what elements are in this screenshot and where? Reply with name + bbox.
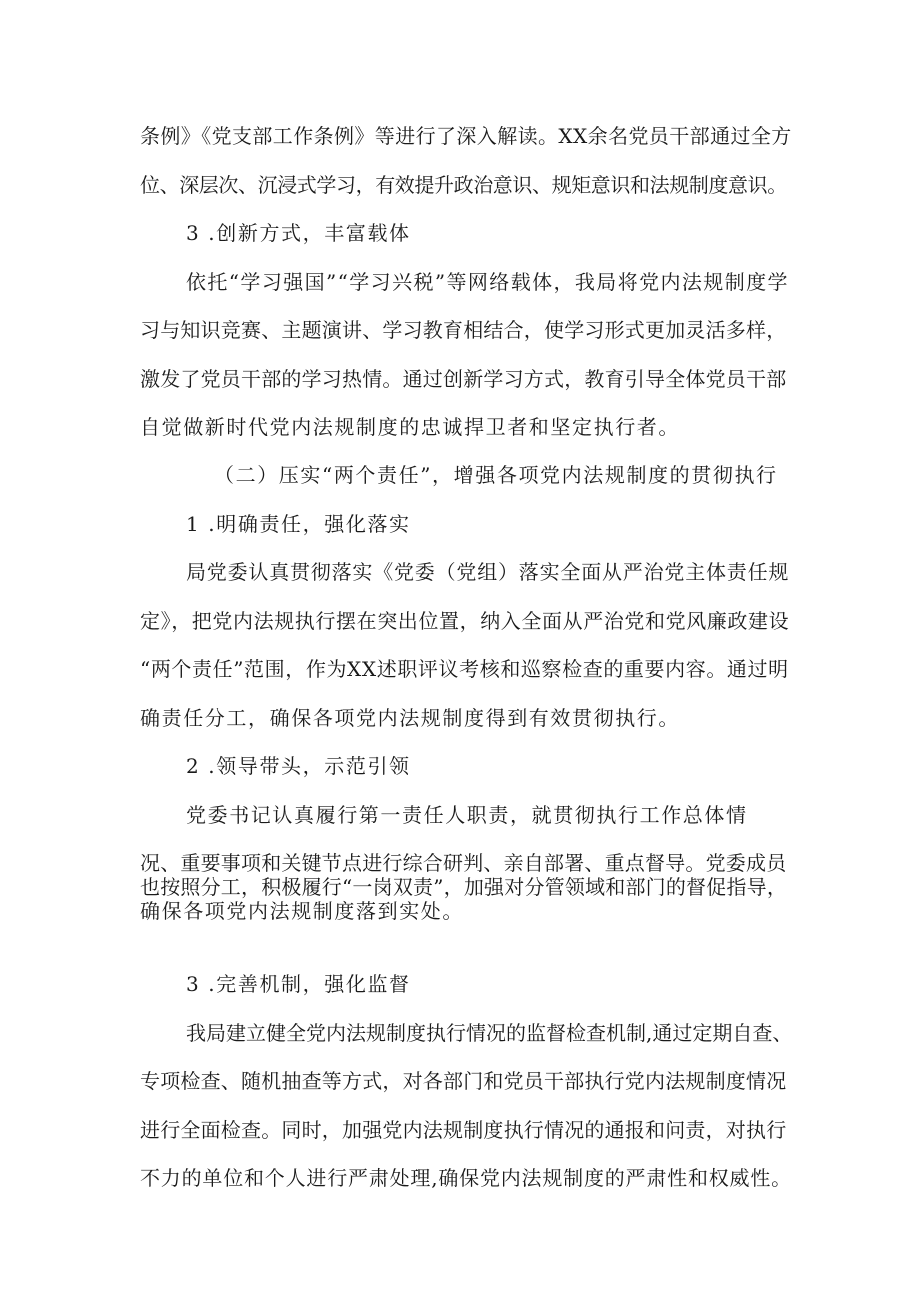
body-text-line: 位、深层次、沉浸式学习，有效提升政治意识、规矩意识和法规制度意识。: [140, 173, 787, 197]
body-text-line: 习与知识竞赛、主题演讲、学习教育相结合，使学习形式更加灵活多样，: [140, 318, 787, 342]
body-text-line: 确保各项党内法规制度落到实处。: [140, 899, 464, 923]
body-text-line: 自觉做新时代党内法规制度的忠诚捍卫者和坚定执行者。: [140, 415, 680, 439]
body-text-line: 激发了党员干部的学习热情。通过创新学习方式，教育引导全体党员干部: [140, 367, 787, 391]
body-text-line: 也按照分工，积极履行“一岗双责”，加强对分管领域和部门的督促指导，: [140, 875, 788, 899]
subheading: 2 .领导带头，示范引领: [186, 754, 411, 778]
body-text-line: 局党委认真贯彻落实《党委（党组）落实全面从严治党主体责任规: [186, 560, 790, 584]
body-text-line: 我局建立健全党内法规制度执行情况的监督检查机制,通过定期自查、: [186, 1021, 793, 1045]
section-heading: （二）压实“两个责任”，增强各项党内法规制度的贯彻执行: [214, 463, 778, 487]
body-text-line: 依托“学习强国”“学习兴税”等网络载体，我局将党内法规制度学: [186, 270, 789, 294]
subheading: 1 .明确责任，强化落实: [186, 512, 411, 536]
body-text-line: “两个责任”范围，作为XX述职评议考核和巡察检查的重要内容。通过明: [140, 657, 789, 681]
body-text-line: 不力的单位和个人进行严肃处理,确保党内法规制度的严肃性和权威性。: [140, 1166, 792, 1190]
body-text-line: 专项检查、随机抽查等方式，对各部门和党员干部执行党内法规制度情况: [140, 1069, 787, 1093]
body-text-line: 况、重要事项和关键节点进行综合研判、亲自部署、重点督导。党委成员: [140, 851, 787, 875]
body-text-line: 条例》《党支部工作条例》等进行了深入解读。XX余名党员干部通过全方: [140, 124, 792, 148]
body-text-line: 党委书记认真履行第一责任人职责，就贯彻执行工作总体情: [186, 803, 748, 827]
body-text-line: 进行全面检查。同时，加强党内法规制度执行情况的通报和问责，对执行: [140, 1118, 787, 1142]
body-text-line: 确责任分工，确保各项党内法规制度得到有效贯彻执行。: [140, 706, 680, 730]
body-text-line: 定》，把党内法规执行摆在突出位置，纳入全面从严治党和党风廉政建设: [140, 609, 790, 633]
subheading: 3 .创新方式，丰富载体: [186, 221, 411, 245]
subheading: 3 .完善机制，强化监督: [186, 972, 411, 996]
